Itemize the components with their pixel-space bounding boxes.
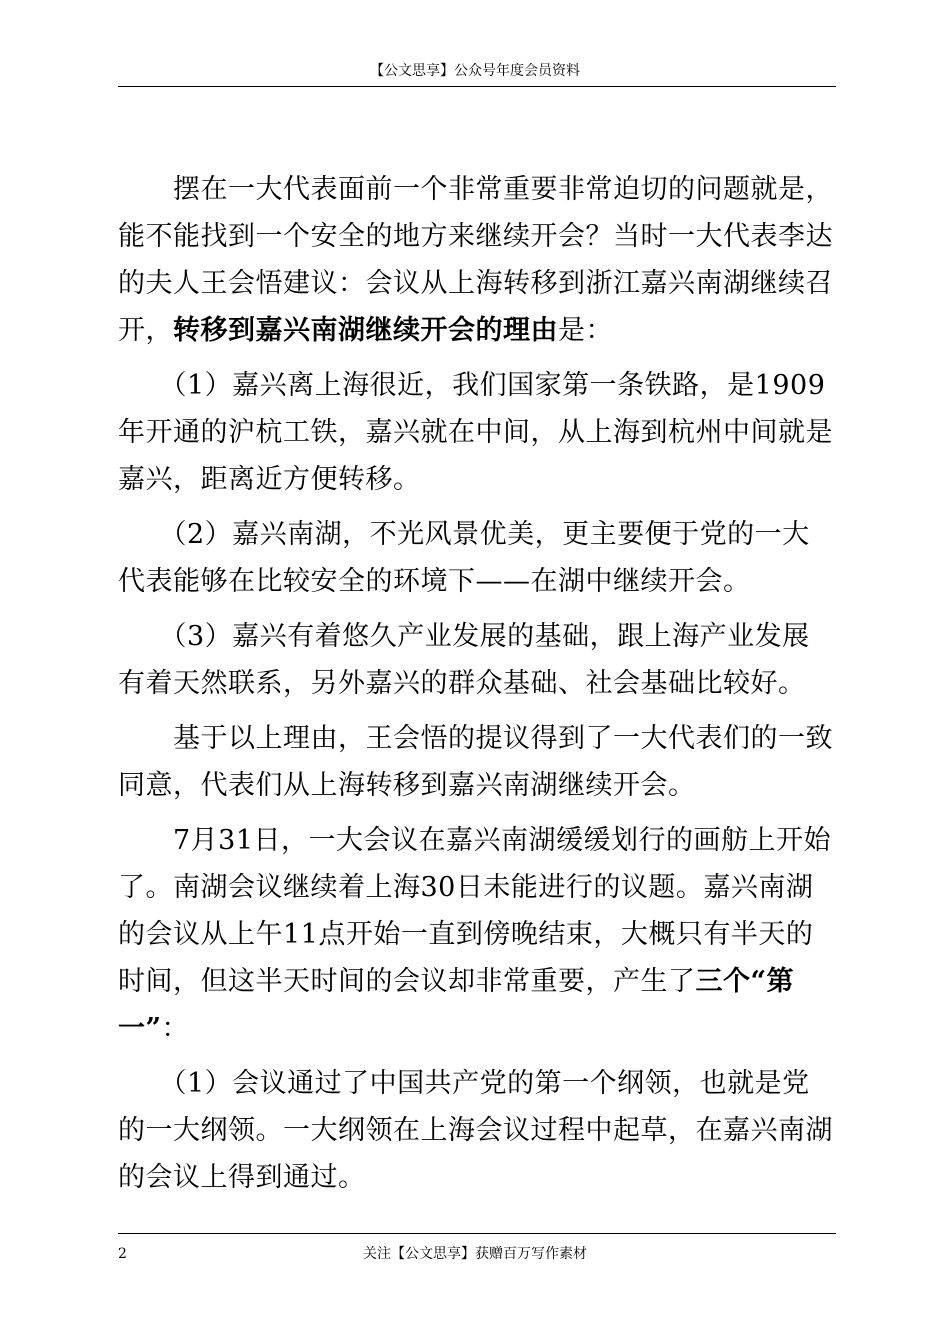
paragraph-text: （2）嘉兴南湖，不光风景优美，更主要便于党的一大代表能够在比较安全的环境下——在湖中继续开会。 [118,519,810,597]
paragraph-text: （1）嘉兴离上海很近，我们国家第一条铁路，是1909年开通的沪杭工铁，嘉兴就在中间，从上海到杭州中间就是嘉兴，距离近方便转移。 [118,370,833,495]
paragraph [118,1060,834,1201]
paragraph [118,613,834,707]
page-number: 2 [118,1246,127,1262]
document-body [118,166,834,1201]
page-header: 【公文思享】公众号年度会员资料 [370,63,580,79]
paragraph-text: ： [161,1013,190,1044]
paragraph-text: 7月31日，一大会议在嘉兴南湖缓缓划行的画舫上开始了。南湖会议继续着上海30日未能进行的议题。嘉兴南湖的会议从上午11点开始一直到傍晚结束，大概只有半天的时间，但这半天时间的会议却非常重要，产生了 [118,825,832,997]
paragraph-text: 是： [558,315,613,346]
bold-emphasis: 三个“第一” [118,966,795,1044]
paragraph-text: 基于以上理由，王会悟的提议得到了一大代表们的一致同意，代表们从上海转移到嘉兴南湖继续开会。 [118,723,833,801]
header-divider [118,86,836,87]
paragraph [118,817,834,1052]
paragraph [118,511,834,605]
bold-emphasis: 转移到嘉兴南湖继续开会的理由 [173,315,558,346]
page-footer: 关注【公文思享】获赠百万写作素材 [363,1246,587,1262]
paragraph [118,362,834,503]
paragraph [118,166,834,354]
footer-divider [118,1233,836,1234]
paragraph [118,715,834,809]
paragraph-text: 摆在一大代表面前一个非常重要非常迫切的问题就是，能不能找到一个安全的地方来继续开会？当时一大代表李达的夫人王会悟建议：会议从上海转移到浙江嘉兴南湖继续召开， [118,174,833,346]
paragraph-text: （3）嘉兴有着悠久产业发展的基础，跟上海产业发展有着天然联系，另外嘉兴的群众基础、社会基础比较好。 [118,621,810,699]
paragraph-text: （1）会议通过了中国共产党的第一个纲领，也就是党的一大纲领。一大纲领在上海会议过程中起草，在嘉兴南湖的会议上得到通过。 [118,1068,833,1193]
